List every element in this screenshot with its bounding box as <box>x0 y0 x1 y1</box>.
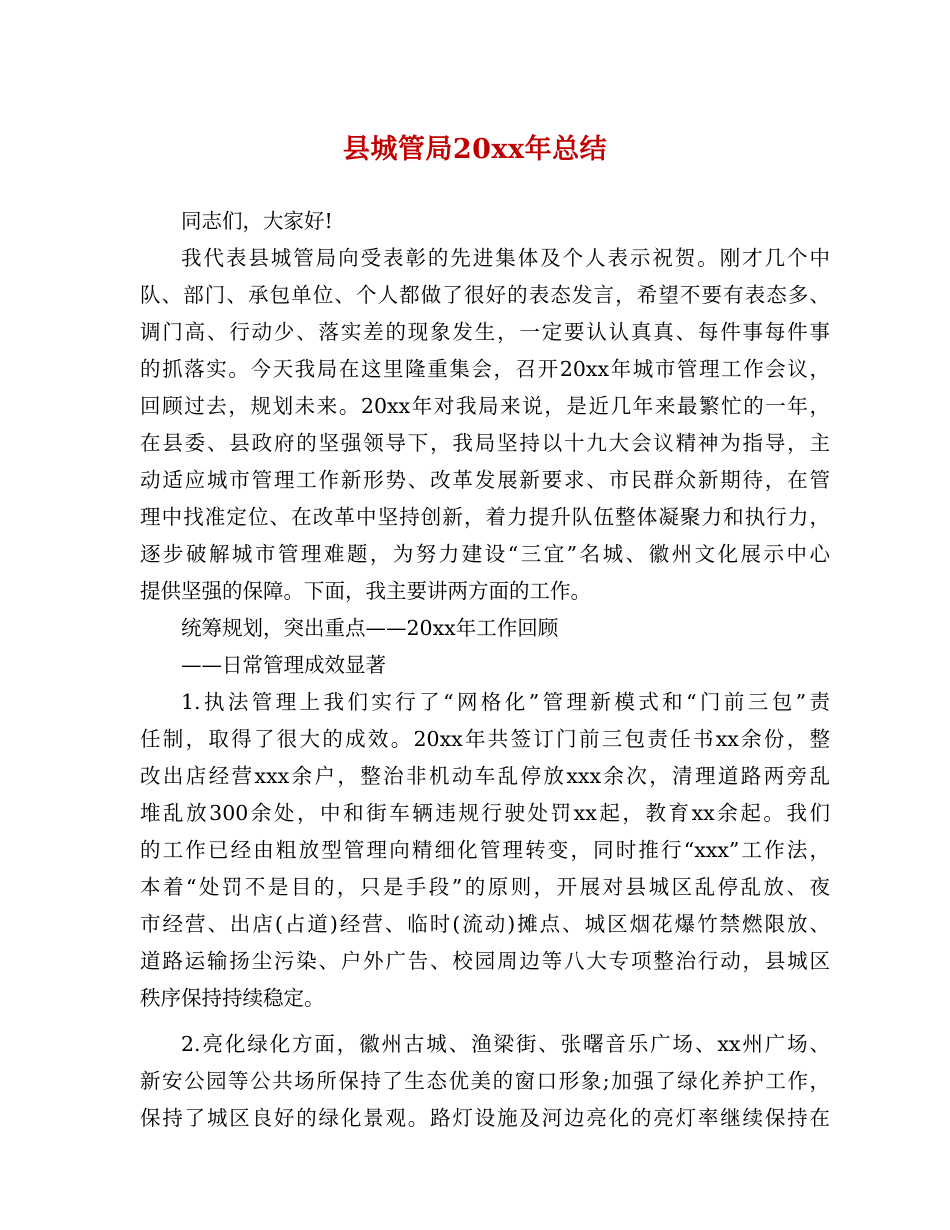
paragraph-line: 道路运输扬尘污染、户外广告、校园周边等八大专项整治行动，县城区 <box>140 949 830 973</box>
paragraph-line: 的抓落实。今天我局在这里隆重集会，召开20xx年城市管理工作会议， <box>140 357 830 381</box>
paragraph-line: 在县委、县政府的坚强领导下，我局坚持以十九大会议精神为指导，主 <box>140 431 830 455</box>
paragraph-line: 堆乱放300余处，中和街车辆违规行驶处罚xx起，教育xx余起。我们 <box>140 801 830 825</box>
paragraph-line: 1.执法管理上我们实行了“网格化”管理新模式和“门前三包”责 <box>181 690 830 714</box>
section-heading: 统筹规划，突出重点——20xx年工作回顾 <box>181 616 559 640</box>
paragraph-line: 改出店经营xxx余户，整治非机动车乱停放xxx余次，清理道路两旁乱 <box>140 764 830 788</box>
paragraph-line: 2.亮化绿化方面，徽州古城、渔梁街、张曙音乐广场、xx州广场、 <box>181 1032 830 1056</box>
paragraph-line: 队、部门、承包单位、个人都做了很好的表态发言，希望不要有表态多、 <box>140 283 830 307</box>
paragraph-line: 本着“处罚不是目的，只是手段”的原则，开展对县城区乱停乱放、夜 <box>140 875 830 899</box>
paragraph-line: 新安公园等公共场所保持了生态优美的窗口形象;加强了绿化养护工作， <box>140 1069 830 1093</box>
paragraph-line: 我代表县城管局向受表彰的先进集体及个人表示祝贺。刚才几个中 <box>181 246 830 270</box>
paragraph-line: 调门高、行动少、落实差的现象发生，一定要认认真真、每件事每件事 <box>140 320 830 344</box>
paragraph-line: 的工作已经由粗放型管理向精细化管理转变，同时推行“xxx”工作法， <box>140 838 830 862</box>
paragraph-gap <box>140 1017 830 1026</box>
greeting-line: 同志们，大家好! <box>181 209 333 233</box>
paragraph-line: 逐步破解城市管理难题，为努力建设“三宜”名城、徽州文化展示中心 <box>140 542 830 566</box>
document-body <box>140 203 830 1137</box>
paragraph-line: 保持了城区良好的绿化景观。路灯设施及河边亮化的亮灯率继续保持在 <box>140 1106 830 1130</box>
paragraph-line: 任制，取得了很大的成效。20xx年共签订门前三包责任书xx余份，整 <box>140 727 830 751</box>
document-title: 县城管局20xx年总结 <box>342 134 608 165</box>
paragraph-line: 提供坚强的保障。下面，我主要讲两方面的工作。 <box>140 579 591 603</box>
subsection-heading: ——日常管理成效显著 <box>181 653 386 677</box>
paragraph-line: 动适应城市管理工作新形势、改革发展新要求、市民群众新期待，在管 <box>140 468 830 492</box>
paragraph-line: 秩序保持持续稳定。 <box>140 986 325 1010</box>
paragraph-line: 回顾过去，规划未来。20xx年对我局来说，是近几年来最繁忙的一年， <box>140 394 830 418</box>
paragraph-line: 理中找准定位、在改革中坚持创新，着力提升队伍整体凝聚力和执行力， <box>140 505 830 529</box>
paragraph-line: 市经营、出店(占道)经营、临时(流动)摊点、城区烟花爆竹禁燃限放、 <box>140 912 830 936</box>
